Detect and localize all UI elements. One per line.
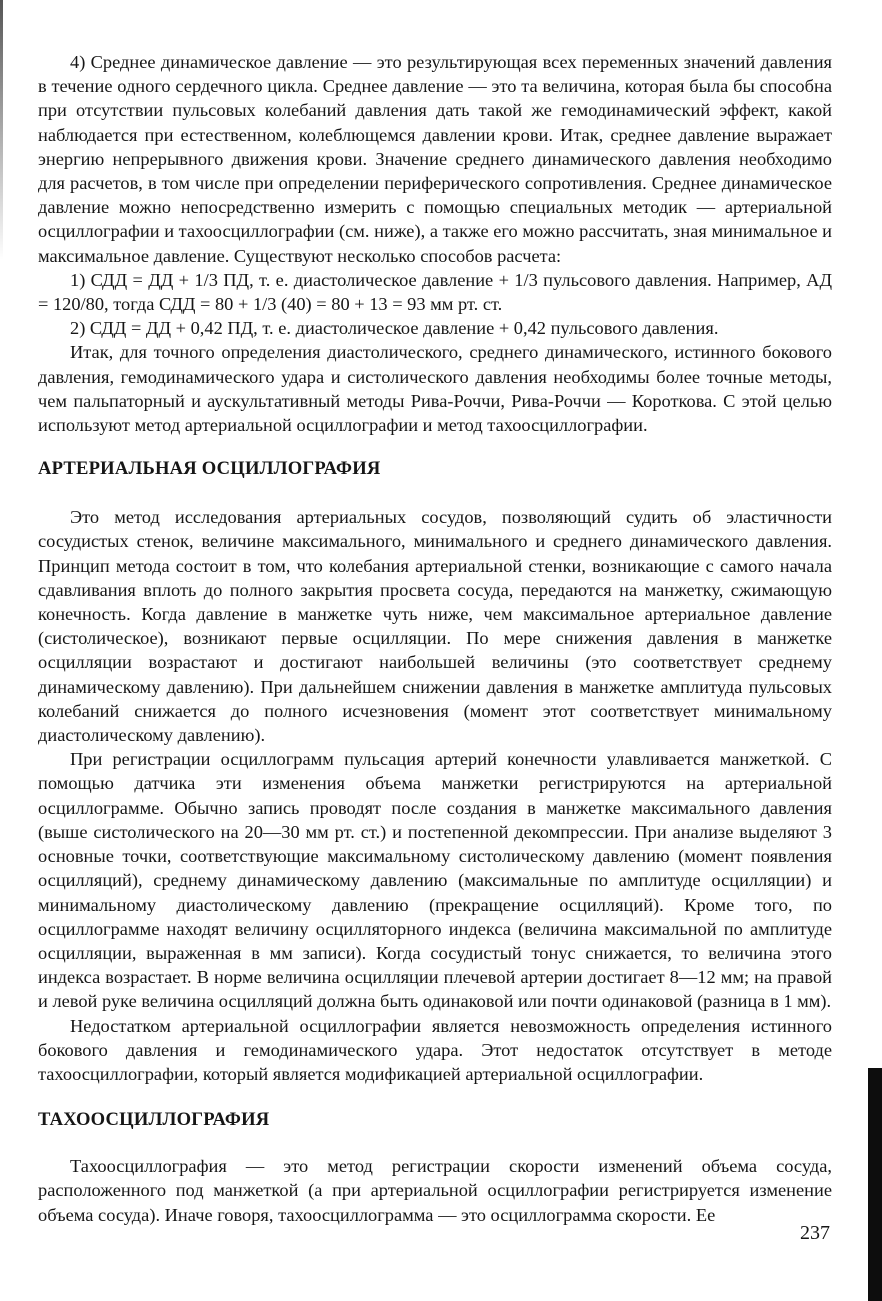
paragraph-formula-2: 2) СДД = ДД + 0,42 ПД, т. е. диастолическое давление + 0,42 пульсового давления. bbox=[70, 318, 719, 339]
paragraph-formula-1: 1) СДД = ДД + 1/3 ПД, т. е. диастолическое давление + 1/3 пульсового давления. Например, АД = 120/80, тогда СДД = 80 + 1/3 (40) = 80 + 13 = 93 мм рт. ст. bbox=[38, 269, 832, 315]
paragraph-arterial-method: Это метод исследования артериальных сосудов, позволяющий судить об эластичности сосудистых стенок, величине максимального, минимального и среднего динамического давления. Принцип метода состоит в том, что колебания артериальной стенки, возникающие с самого начала сдавливания вплоть до полного закрытия просвета сосуда, передаются на манжетку, сжимающую конечность. Когда давление в манжетке чуть ниже, чем максимальное артериальное давление (систолическое), возникают первые осцилляции. По мере снижения давления в манжетке осцилляции возрастают и достигают наибольшей величины (это соответствует среднему динамическому давлению). При дальнейшем снижении давления в манжетке амплитуда пульсовых колебаний снижается до полного исчезновения (момент этот соответствует минимальному диастолическому давлению). bbox=[38, 507, 832, 746]
book-page bbox=[38, 50, 832, 1227]
paragraph-arterial-drawback: Недостатком артериальной осциллографии является невозможность определения истинного бокового давления и гемодинамического удара. Этот недостаток отсутствует в методе тахоосциллографии, который является модификацией артериальной осциллографии. bbox=[38, 1015, 832, 1084]
heading-arterial-oscillography: АРТЕРИАЛЬНАЯ ОСЦИЛЛОГРАФИЯ bbox=[38, 458, 381, 480]
paragraph-tachooscillography: Тахоосциллография — это метод регистрации скорости изменений объема сосуда, расположенного под манжеткой (а при артериальной осциллографии регистрируется изменение объема сосуда). Иначе говоря, тахоосциллограмма — это осциллограмма скорости. Ее bbox=[38, 1156, 832, 1225]
scan-edge-shadow bbox=[0, 0, 3, 260]
scan-edge-dark-bar bbox=[868, 1068, 882, 1301]
paragraph-oscillogram-recording: При регистрации осциллограмм пульсация артерий конечности улавливается манжеткой. С помощью датчика эти изменения объема манжетки регистрируются на артериальной осциллограмме. Обычно запись проводят после создания в манжетке максимального давления (выше систолического на 20—30 мм рт. ст.) и постепенной декомпрессии. При анализе выделяют 3 основные точки, соответствующие максимальному систолическому давлению (момент появления осцилляций), среднему динамическому давлению (максимальные по амплитуде осцилляции) и минимальному диастолическому давлению (прекращение осцилляций). Кроме того, по осциллограмме находят величину осцилляторного индекса (величина максимальной по амплитуде осцилляции, выраженная в мм записи). Когда сосудистый тонус снижается, то величина этого индекса возрастает. В норме величина осцилляции плечевой артерии достигает 8—12 мм; на правой и левой руке величина осцилляций должна быть одинаковой или почти одинаковой (разница в 1 мм). bbox=[38, 749, 832, 1012]
page-number: 237 bbox=[800, 1222, 830, 1244]
paragraph-mean-dynamic-pressure: 4) Среднее динамическое давление — это результирующая всех переменных значений давления в течение одного сердечного цикла. Среднее давление — это та величина, которая была бы способна при отсутствии пульсовых колебаний давления дать такой же гемодинамический эффект, какой наблюдается при естественном, колеблющемся давлении крови. Итак, среднее давление выражает энергию непрерывного движения крови. Значение среднего динамического давления необходимо для расчетов, в том числе при определении периферического сопротивления. Среднее динамическое давление можно непосредственно измерить с помощью специальных методик — артериальной осциллографии и тахоосциллографии (см. ниже), а также его можно рассчитать, зная минимальное и максимальное давление. Существуют несколько способов расчета: bbox=[38, 52, 832, 266]
paragraph-methods-summary: Итак, для точного определения диастолического, среднего динамического, истинного бокового давления, гемодинамического удара и систолического давления необходимы более точные методы, чем пальпаторный и аускультативный методы Рива-Роччи, Рива-Роччи — Короткова. С этой целью используют метод артериальной осциллографии и метод тахоосциллографии. bbox=[38, 342, 832, 436]
heading-tachooscillography: ТАХООСЦИЛЛОГРАФИЯ bbox=[38, 1109, 270, 1131]
